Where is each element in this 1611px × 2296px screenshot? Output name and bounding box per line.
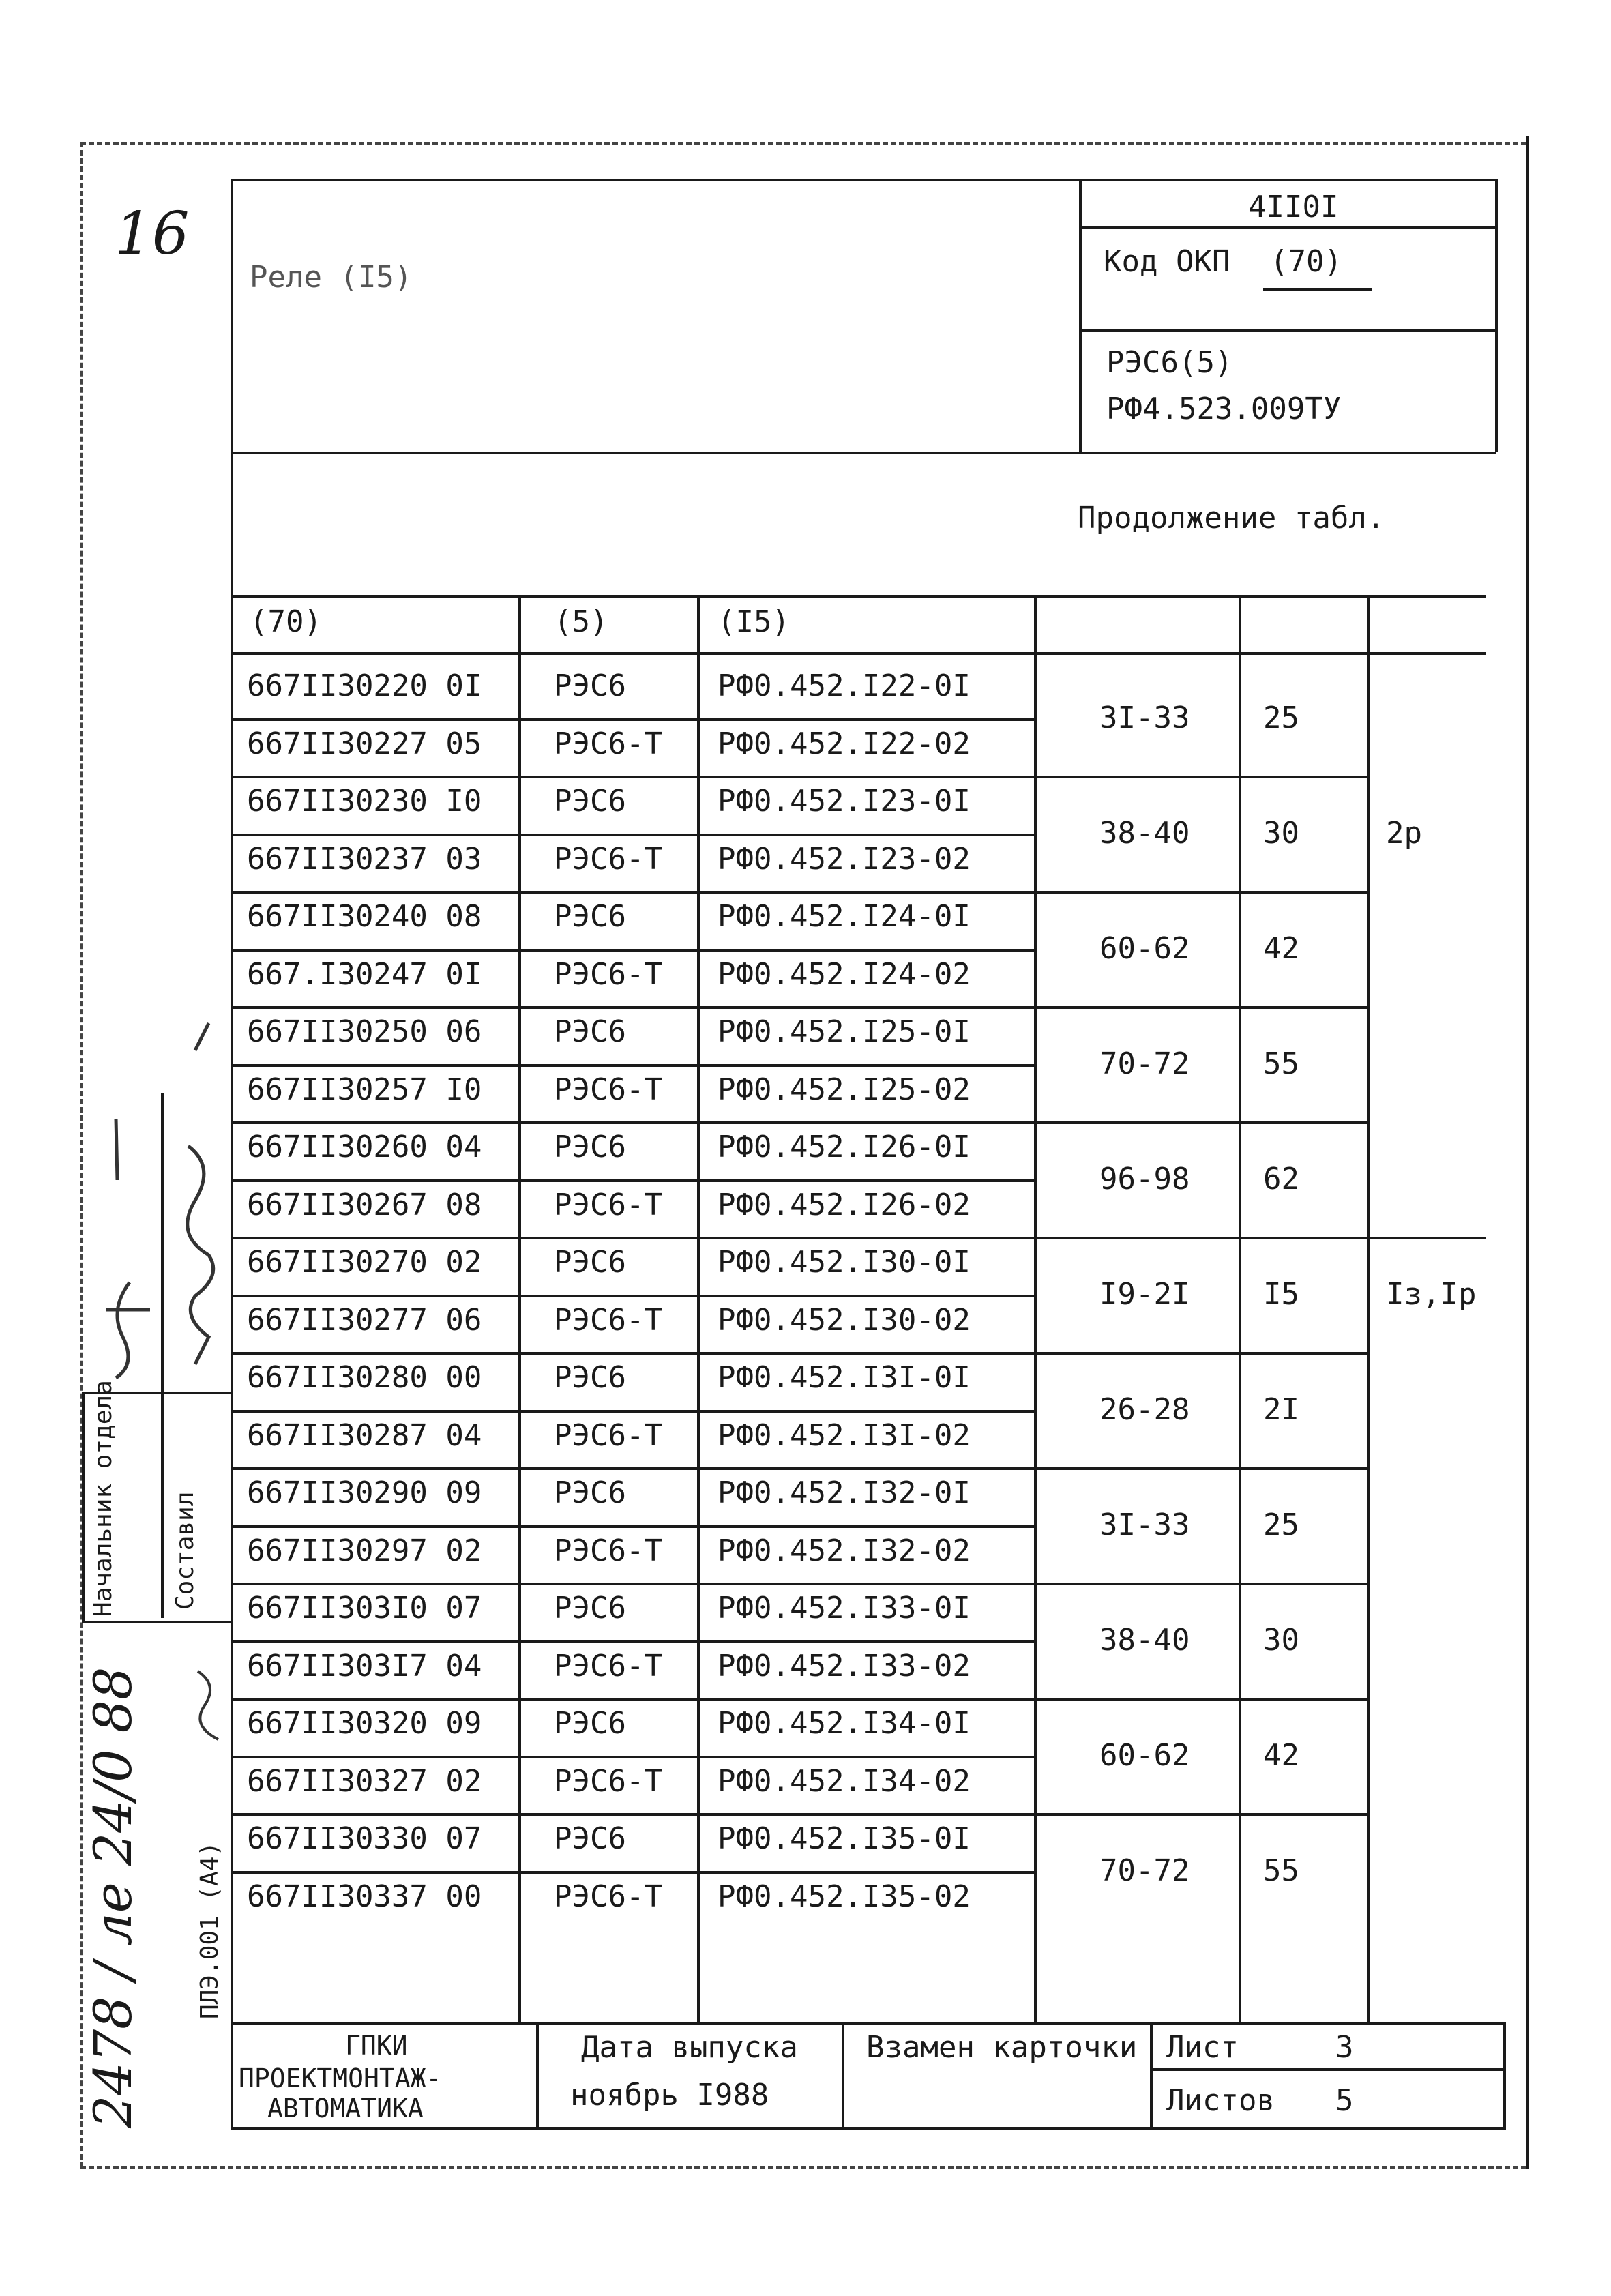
group-range: 38-40 xyxy=(1099,816,1190,851)
group-value: I5 xyxy=(1263,1277,1299,1312)
row-doc: РФ0.452.I26-0I xyxy=(718,1130,971,1164)
group-divider xyxy=(231,1813,1367,1816)
frame-bottom xyxy=(80,2166,1526,2169)
org-line-2: ПРОЕКТМОНТАЖ- xyxy=(239,2063,442,2093)
group-divider xyxy=(231,891,1367,894)
row-doc: РФ0.452.I24-0I xyxy=(718,899,971,934)
row-divider xyxy=(231,1064,1034,1067)
row-type: РЭС6 xyxy=(554,1591,626,1625)
header-right-box-divider xyxy=(1079,179,1082,452)
product-type: РЭС6(5) xyxy=(1106,345,1233,380)
row-okp-code: 667II303I0 07 xyxy=(247,1591,482,1625)
row-okp-code: 667II30290 09 xyxy=(247,1475,482,1510)
group-value: 42 xyxy=(1263,1738,1299,1773)
col-divider-5 xyxy=(1367,595,1370,2022)
row-type: РЭС6-Т xyxy=(554,1533,662,1568)
group-divider xyxy=(231,1583,1367,1585)
group-value: 25 xyxy=(1263,701,1299,735)
footer-divider-1 xyxy=(536,2022,539,2127)
sheets-value: 5 xyxy=(1335,2083,1354,2118)
footer-bottom-line xyxy=(231,2127,1503,2130)
contact-config: Iз,Iр xyxy=(1386,1277,1477,1312)
row-type: РЭС6 xyxy=(554,1821,626,1856)
row-divider xyxy=(231,1640,1034,1643)
row-type: РЭС6 xyxy=(554,1245,626,1280)
row-doc: РФ0.452.I26-02 xyxy=(718,1188,971,1222)
row-okp-code: 667II30327 02 xyxy=(247,1764,482,1799)
group-value: 55 xyxy=(1263,1853,1299,1888)
page-number: 16 xyxy=(115,200,190,268)
group-range: 70-72 xyxy=(1099,1046,1190,1081)
col-divider-1 xyxy=(518,595,521,2022)
okp-field: (70) xyxy=(1270,244,1342,279)
row-divider xyxy=(231,834,1034,836)
group-divider xyxy=(231,1121,1367,1124)
replaces-label: Взамен карточки xyxy=(866,2030,1138,2065)
card-right-line xyxy=(1495,179,1498,452)
group-divider xyxy=(231,1698,1367,1701)
row-doc: РФ0.452.I34-02 xyxy=(718,1764,971,1799)
row-divider xyxy=(231,1410,1034,1413)
column-header-type: (5) xyxy=(554,604,608,639)
contact-config: 2р xyxy=(1386,816,1422,851)
row-okp-code: 667.I30247 0I xyxy=(247,957,482,992)
stamp-author-label: Составил xyxy=(171,1491,199,1610)
row-divider xyxy=(231,1756,1034,1758)
footer-top-line xyxy=(231,2022,1503,2025)
signature-author xyxy=(168,1010,229,1378)
row-doc: РФ0.452.I35-02 xyxy=(718,1879,971,1914)
row-type: РЭС6 xyxy=(554,1706,626,1741)
group-range: 38-40 xyxy=(1099,1623,1190,1658)
row-type: РЭС6 xyxy=(554,1360,626,1395)
row-type: РЭС6-Т xyxy=(554,1303,662,1338)
group-value: 2I xyxy=(1263,1392,1299,1427)
row-type: РЭС6-Т xyxy=(554,1764,662,1799)
group-value: 30 xyxy=(1263,1623,1299,1658)
footer-right-line xyxy=(1503,2022,1506,2130)
row-doc: РФ0.452.I25-02 xyxy=(718,1072,971,1107)
row-okp-code: 667II30240 08 xyxy=(247,899,482,934)
group-range: 70-72 xyxy=(1099,1853,1190,1888)
group-value: 55 xyxy=(1263,1046,1299,1081)
group-range: I9-2I xyxy=(1099,1277,1190,1312)
row-divider xyxy=(231,1871,1034,1874)
row-okp-code: 667II30260 04 xyxy=(247,1130,482,1164)
code-underline xyxy=(1079,226,1496,229)
signature-date xyxy=(184,1658,232,1753)
footer-divider-3 xyxy=(1150,2022,1153,2127)
row-okp-code: 667II30220 0I xyxy=(247,668,482,703)
row-okp-code: 667II30267 08 xyxy=(247,1188,482,1222)
row-doc: РФ0.452.I23-02 xyxy=(718,842,971,877)
row-doc: РФ0.452.I23-0I xyxy=(718,784,971,819)
org-line-1: ГПКИ xyxy=(345,2031,408,2061)
table-header-top xyxy=(231,595,1486,598)
col-divider-4 xyxy=(1239,595,1241,2022)
group-divider xyxy=(231,1006,1367,1009)
row-type: РЭС6-Т xyxy=(554,1879,662,1914)
row-okp-code: 667II30320 09 xyxy=(247,1706,482,1741)
group-range: 60-62 xyxy=(1099,1738,1190,1773)
row-type: РЭС6-Т xyxy=(554,1188,662,1222)
row-doc: РФ0.452.I25-0I xyxy=(718,1014,971,1049)
group-range: 96-98 xyxy=(1099,1162,1190,1196)
frame-top xyxy=(80,142,1526,145)
row-doc: РФ0.452.I32-0I xyxy=(718,1475,971,1510)
card-left-line xyxy=(231,179,233,2130)
group-range: 26-28 xyxy=(1099,1392,1190,1427)
signature-head xyxy=(89,1105,164,1392)
product-spec: РФ4.523.009ТУ xyxy=(1106,392,1342,426)
row-divider xyxy=(231,1525,1034,1528)
row-okp-code: 667II30330 07 xyxy=(247,1821,482,1856)
stamp-head-label: Начальник отдела xyxy=(89,1380,117,1617)
footer-sheet-divider xyxy=(1150,2068,1503,2071)
row-doc: РФ0.452.I30-02 xyxy=(718,1303,971,1338)
sheet-value: 3 xyxy=(1335,2030,1354,2065)
row-doc: РФ0.452.I33-0I xyxy=(718,1591,971,1625)
header-top-line xyxy=(231,179,1496,181)
row-okp-code: 667II30297 02 xyxy=(247,1533,482,1568)
header-bottom-line xyxy=(231,452,1496,454)
row-type: РЭС6-Т xyxy=(554,1072,662,1107)
continuation-label: Продолжение табл. xyxy=(1078,501,1385,535)
group-range: 3I-33 xyxy=(1099,1507,1190,1542)
form-code: ПЛЭ.001 (А4) xyxy=(196,1841,224,2019)
footer-divider-2 xyxy=(842,2022,844,2127)
row-type: РЭС6-Т xyxy=(554,957,662,992)
row-type: РЭС6 xyxy=(554,1475,626,1510)
row-okp-code: 667II30337 00 xyxy=(247,1879,482,1914)
row-doc: РФ0.452.I22-02 xyxy=(718,726,971,761)
row-okp-code: 667II30287 04 xyxy=(247,1418,482,1453)
category-title: Реле (I5) xyxy=(250,260,413,295)
stamp-bottom xyxy=(82,1621,231,1623)
document-code: 4II0I xyxy=(1248,190,1339,224)
row-doc: РФ0.452.I32-02 xyxy=(718,1533,971,1568)
group-divider xyxy=(231,1352,1367,1355)
contact-divider xyxy=(1367,1237,1486,1239)
row-type: РЭС6-Т xyxy=(554,1649,662,1683)
row-doc: РФ0.452.I22-0I xyxy=(718,668,971,703)
col-divider-2 xyxy=(697,595,700,2022)
okp-box-bottom xyxy=(1079,329,1496,332)
group-range: 60-62 xyxy=(1099,931,1190,966)
row-okp-code: 667II30280 00 xyxy=(247,1360,482,1395)
okp-label: Код ОКП xyxy=(1104,244,1230,279)
row-okp-code: 667II30250 06 xyxy=(247,1014,482,1049)
stamp-line-b xyxy=(82,1392,85,1623)
release-label: Дата выпуска xyxy=(581,2030,798,2065)
group-divider xyxy=(231,776,1367,778)
row-doc: РФ0.452.I33-02 xyxy=(718,1649,971,1683)
row-divider xyxy=(231,1179,1034,1182)
row-okp-code: 667II30227 05 xyxy=(247,726,482,761)
row-type: РЭС6 xyxy=(554,1130,626,1164)
row-okp-code: 667II30257 I0 xyxy=(247,1072,482,1107)
row-divider xyxy=(231,1295,1034,1297)
row-doc: РФ0.452.I3I-02 xyxy=(718,1418,971,1453)
row-type: РЭС6-Т xyxy=(554,842,662,877)
row-doc: РФ0.452.I30-0I xyxy=(718,1245,971,1280)
row-okp-code: 667II30237 03 xyxy=(247,842,482,877)
row-type: РЭС6-Т xyxy=(554,726,662,761)
release-date: ноябрь I988 xyxy=(570,2078,769,2113)
frame-right xyxy=(1526,136,1529,2169)
group-value: 62 xyxy=(1263,1162,1299,1196)
row-type: РЭС6 xyxy=(554,784,626,819)
row-type: РЭС6 xyxy=(554,899,626,934)
row-doc: РФ0.452.I34-0I xyxy=(718,1706,971,1741)
row-okp-code: 667II30277 06 xyxy=(247,1303,482,1338)
group-value: 25 xyxy=(1263,1507,1299,1542)
group-divider xyxy=(231,1467,1367,1470)
group-value: 30 xyxy=(1263,816,1299,851)
table-header-bottom xyxy=(231,652,1486,655)
handwritten-note: 2478 / ле 24/0 88 xyxy=(83,1666,143,2128)
row-divider xyxy=(231,718,1034,721)
col-divider-3 xyxy=(1034,595,1037,2022)
row-type: РЭС6-Т xyxy=(554,1418,662,1453)
row-doc: РФ0.452.I24-02 xyxy=(718,957,971,992)
group-range: 3I-33 xyxy=(1099,701,1190,735)
column-header-doc: (I5) xyxy=(718,604,790,639)
sheet-label: Лист xyxy=(1166,2030,1239,2065)
org-line-3: АВТОМАТИКА xyxy=(267,2093,424,2123)
row-type: РЭС6 xyxy=(554,1014,626,1049)
row-divider xyxy=(231,949,1034,952)
row-okp-code: 667II303I7 04 xyxy=(247,1649,482,1683)
group-divider xyxy=(231,1237,1367,1239)
row-doc: РФ0.452.I35-0I xyxy=(718,1821,971,1856)
sheets-label: Листов xyxy=(1166,2083,1275,2118)
row-doc: РФ0.452.I3I-0I xyxy=(718,1360,971,1395)
group-value: 42 xyxy=(1263,931,1299,966)
row-okp-code: 667II30270 02 xyxy=(247,1245,482,1280)
row-type: РЭС6 xyxy=(554,668,626,703)
okp-field-underline xyxy=(1263,288,1372,291)
column-header-okp: (70) xyxy=(250,604,322,639)
row-okp-code: 667II30230 I0 xyxy=(247,784,482,819)
